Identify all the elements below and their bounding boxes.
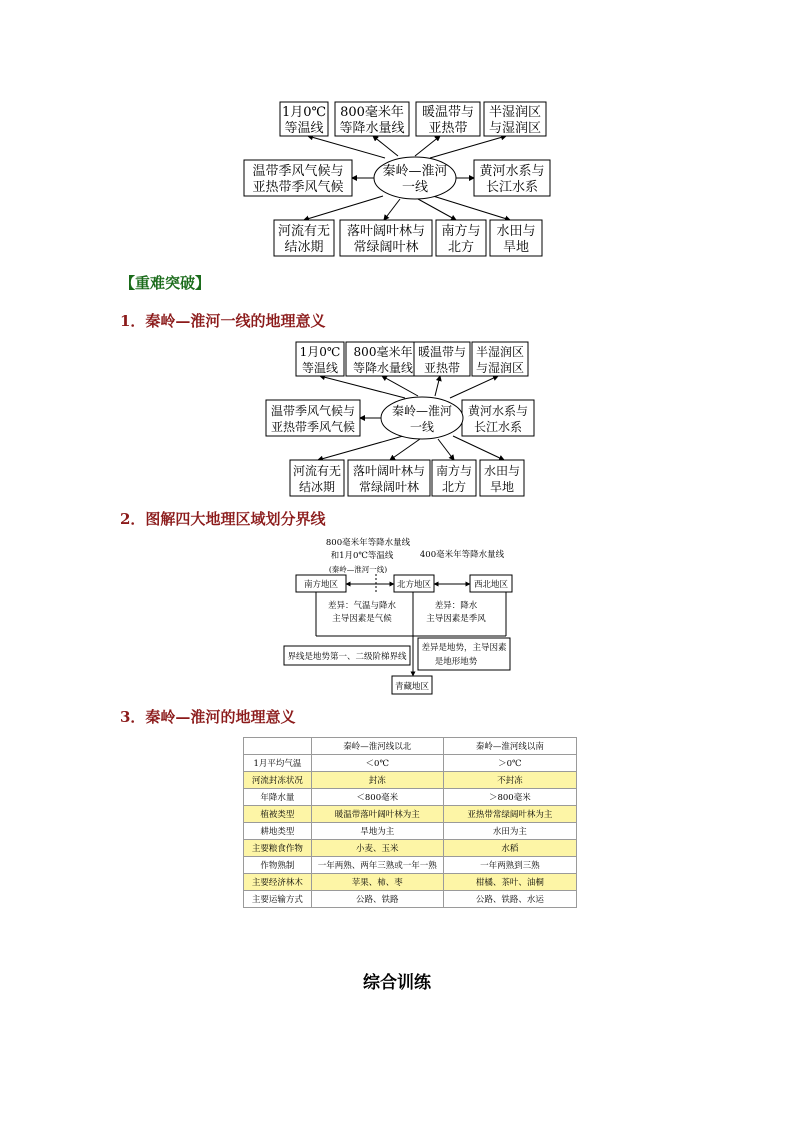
- table-cell-label: 主要经济林木: [244, 874, 312, 891]
- d1-left-box-line1: 温带季风气候与: [252, 164, 344, 179]
- d2-diff2-line2: 主导因素是季风: [426, 614, 486, 624]
- d1-bottom-box-4-line1: 水田与: [496, 224, 536, 239]
- d1-top-box-1-line1: 1月0℃: [281, 105, 327, 120]
- table-header-row: [244, 738, 577, 755]
- heading-3: 3．秦岭—淮河的地理意义: [120, 708, 296, 726]
- d2-label-400: 400毫米年等降水量线: [419, 550, 505, 560]
- d1-right-box-line2: 长江水系: [485, 180, 539, 195]
- d1r-left-box-line2: 亚热带季风气候: [270, 420, 356, 434]
- table-row: [244, 789, 577, 806]
- d1-top-box-3-line2: 亚热带: [428, 121, 468, 136]
- d1r-top-box-1-line1: 1月0℃: [299, 345, 341, 359]
- d2-diff3-line2: 是地形地势: [434, 657, 478, 667]
- table-cell-north: 旱地为主: [311, 823, 443, 840]
- d1r-bottom-box-1-line2: 结冰期: [298, 480, 336, 494]
- table-row: [244, 823, 577, 840]
- table-cell-label: 主要粮食作物: [244, 840, 312, 857]
- table-cell-north: 一年两熟、两年三熟或一年一熟: [311, 857, 443, 874]
- d1r-top-box-3-line1: 暖温带与: [417, 345, 467, 359]
- table-cell-south: ＞800毫米: [443, 789, 576, 806]
- d1-bottom-box-3-line1: 南方与: [441, 224, 481, 239]
- d1r-bottom-box-1-line1: 河流有无: [292, 464, 342, 478]
- table-cell-north: 封冻: [311, 772, 443, 789]
- d1r-left-box-line1: 温带季风气候与: [270, 404, 356, 418]
- table-cell-south: 亚热带常绿阔叶林为主: [443, 806, 576, 823]
- table-cell-label: 1月平均气温: [244, 755, 312, 772]
- table-cell-label: 耕地类型: [244, 823, 312, 840]
- d1r-top-box-1-line2: 等温线: [301, 361, 339, 375]
- d1r-center-line2: 一线: [409, 420, 435, 434]
- table-cell-label: 作物熟制: [244, 857, 312, 874]
- table-cell-label: 植被类型: [244, 806, 312, 823]
- d1-top-box-4-line1: 半湿润区: [488, 105, 542, 120]
- table-cell-south: 一年两熟到三熟: [443, 857, 576, 874]
- d1-bottom-box-1-line1: 河流有无: [277, 224, 331, 239]
- d1-bottom-box-4-line2: 旱地: [502, 240, 530, 255]
- d2-diff1-line1: 差异：气温与降水: [327, 601, 397, 611]
- d1r-top-box-2-line1: 800毫米年: [353, 345, 413, 359]
- table-cell-south: 水田为主: [443, 823, 576, 840]
- d2-diff2-line1: 差异：降水: [434, 601, 478, 611]
- d2-qingzang-region: 青藏地区: [394, 682, 430, 692]
- d1-top-box-1-line2: 等温线: [284, 121, 324, 136]
- d1-bottom-box-3-line2: 北方: [447, 240, 475, 255]
- table-row: [244, 891, 577, 908]
- d2-label-800-line1: 800毫米年等降水量线: [325, 538, 411, 548]
- table-header-cell: [244, 738, 312, 755]
- table-cell-north: ＜800毫米: [311, 789, 443, 806]
- d2-label-800-line2: 和1月0℃等温线: [330, 551, 394, 561]
- d1r-right-box-line2: 长江水系: [473, 420, 523, 434]
- table-cell-south: 柑橘、茶叶、油桐: [443, 874, 576, 891]
- table-cell-north: 小麦、玉米: [311, 840, 443, 857]
- table-header-cell: 秦岭—淮河线以南: [443, 738, 576, 755]
- table-row: [244, 755, 577, 772]
- table-cell-south: 不封冻: [443, 772, 576, 789]
- heading-1: 1．秦岭—淮河一线的地理意义: [120, 312, 326, 330]
- heading-2: 2．图解四大地理区域划分界线: [120, 510, 326, 528]
- d1r-top-box-4-line1: 半湿润区: [475, 345, 525, 359]
- d1r-bottom-box-4-line1: 水田与: [483, 464, 521, 478]
- d2-northwest-region: 西北地区: [473, 580, 509, 590]
- d1-top-box-3-line1: 暖温带与: [421, 105, 475, 120]
- final-title: 综合训练: [363, 973, 431, 993]
- d1-right-box-line1: 黄河水系与: [479, 164, 545, 179]
- four-regions-diagram: [280, 532, 520, 698]
- d1r-bottom-box-3-line2: 北方: [441, 480, 467, 494]
- table-cell-south: ＞0℃: [443, 755, 576, 772]
- d2-boundary-label: 界线是地势第一、二级阶梯界线: [287, 652, 407, 662]
- table-cell-label: 年降水量: [244, 789, 312, 806]
- table-row: [244, 874, 577, 891]
- d2-south-region: 南方地区: [303, 580, 339, 590]
- d1-bottom-box-2-line2: 常绿阔叶林: [353, 240, 419, 255]
- table-row: [244, 840, 577, 857]
- d1-bottom-box-2-line1: 落叶阔叶林与: [346, 224, 426, 239]
- d1-center-line2: 一线: [401, 180, 429, 195]
- d1r-bottom-box-2-line1: 落叶阔叶林与: [352, 464, 426, 478]
- d1-top-box-2-line2: 等降水量线: [339, 121, 405, 136]
- table-cell-south: 公路、铁路、水运: [443, 891, 576, 908]
- d1r-right-box-line1: 黄河水系与: [467, 404, 529, 418]
- d1r-center-line1: 秦岭—淮河: [391, 404, 453, 418]
- comparison-table: [243, 737, 577, 908]
- d1-top-box-4-line2: 与湿润区: [488, 121, 542, 136]
- table-cell-north: 公路、铁路: [311, 891, 443, 908]
- table-row: [244, 806, 577, 823]
- d1-center-line1: 秦岭—淮河: [382, 164, 448, 179]
- d1-left-box-line2: 亚热带季风气候: [252, 180, 344, 195]
- d1-top-box-2-line1: 800毫米年: [340, 105, 404, 120]
- table-row: [244, 772, 577, 789]
- table-header-cell: 秦岭—淮河线以北: [311, 738, 443, 755]
- d2-north-region: 北方地区: [396, 580, 432, 590]
- table-cell-label: 主要运输方式: [244, 891, 312, 908]
- d1r-top-box-2-line2: 等降水量线: [352, 361, 414, 375]
- qinling-huaihe-diagram-repeat: [260, 336, 590, 500]
- table-cell-north: 暖温带落叶阔叶林为主: [311, 806, 443, 823]
- d1r-bottom-box-3-line1: 南方与: [435, 464, 473, 478]
- d2-diff1-line2: 主导因素是气候: [332, 614, 392, 624]
- d1r-top-box-4-line2: 与湿润区: [475, 361, 525, 375]
- d2-label-qinling: (秦岭—淮河一线): [328, 565, 388, 574]
- d2-diff3-line1: 差异是地势，主导因素: [421, 643, 507, 653]
- table-cell-south: 水稻: [443, 840, 576, 857]
- table-cell-north: 苹果、柿、枣: [311, 874, 443, 891]
- d1-bottom-box-1-line2: 结冰期: [284, 240, 324, 255]
- d1r-bottom-box-2-line2: 常绿阔叶林: [358, 480, 420, 494]
- d1r-bottom-box-4-line2: 旱地: [489, 480, 515, 494]
- table-cell-north: ＜0℃: [311, 755, 443, 772]
- d1r-top-box-3-line2: 亚热带: [423, 361, 461, 375]
- qinling-huaihe-diagram-top: [240, 96, 570, 260]
- table-cell-label: 河流封冻状况: [244, 772, 312, 789]
- table-row: [244, 857, 577, 874]
- section-tag: 【重难突破】: [120, 274, 211, 292]
